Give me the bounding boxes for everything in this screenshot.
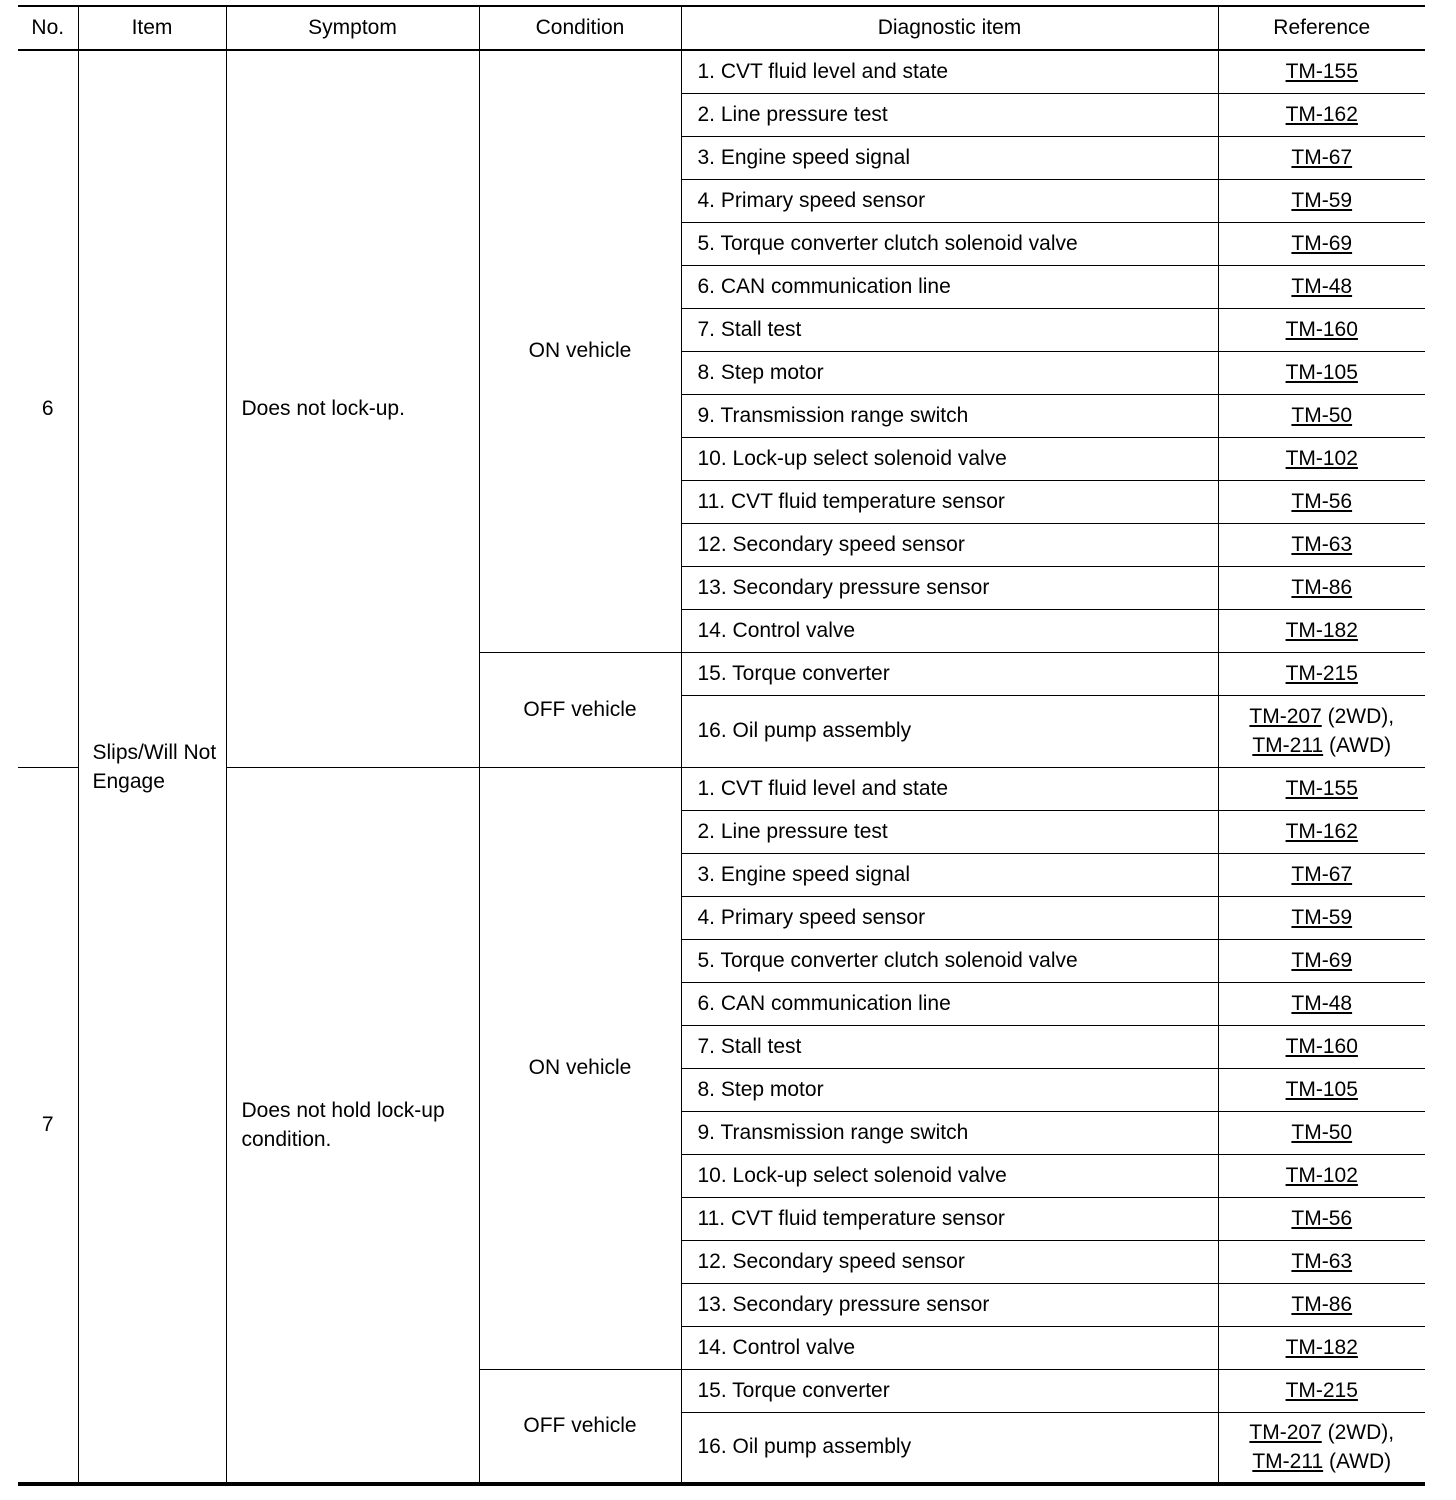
reference-link[interactable]: TM-102 (1285, 1164, 1358, 1187)
diagnostic-item: 1. CVT fluid level and state (681, 50, 1218, 93)
item-cell (78, 50, 226, 1484)
reference-link[interactable]: TM-67 (1291, 146, 1353, 169)
diagnostic-item: 13. Secondary pressure sensor (681, 1283, 1218, 1326)
diagnostic-item: 3. Engine speed signal (681, 136, 1218, 179)
diagnostic-item: 1. CVT fluid level and state (681, 767, 1218, 810)
reference-link[interactable]: TM-207 (1249, 1421, 1322, 1445)
reference-link[interactable]: TM-86 (1291, 1293, 1353, 1316)
diagnostic-item: 15. Torque converter (681, 1369, 1218, 1412)
reference-cell (1218, 1240, 1425, 1283)
reference-cell (1218, 939, 1425, 982)
reference-cell (1218, 265, 1425, 308)
reference-suffix: (2WD), (1321, 705, 1395, 728)
diagnostic-item: 15. Torque converter (681, 652, 1218, 695)
diagnostic-item: 2. Line pressure test (681, 93, 1218, 136)
reference-cell (1218, 1412, 1425, 1484)
reference-link[interactable]: TM-207 (1249, 705, 1322, 728)
header-no: No. (18, 6, 78, 50)
header-condition: Condition (479, 6, 681, 50)
condition-off-vehicle: OFF vehicle (479, 1369, 681, 1484)
reference-cell (1218, 351, 1425, 394)
reference-cell (1218, 93, 1425, 136)
reference-link[interactable]: TM-162 (1285, 820, 1358, 843)
header-row (18, 6, 1425, 50)
reference-link[interactable]: TM-86 (1291, 576, 1353, 599)
reference-link[interactable]: TM-160 (1285, 1035, 1358, 1058)
reference-cell (1218, 767, 1425, 810)
diagnostic-item: 9. Transmission range switch (681, 394, 1218, 437)
reference-cell (1218, 1326, 1425, 1369)
header-symptom: Symptom (226, 6, 479, 50)
reference-link[interactable]: TM-160 (1285, 318, 1358, 341)
reference-link[interactable]: TM-211 (1252, 734, 1324, 757)
reference-cell (1218, 853, 1425, 896)
diagnostic-item: 8. Step motor (681, 351, 1218, 394)
symptom-cell (226, 50, 479, 767)
row-number: 7 (18, 767, 78, 1484)
reference-link[interactable]: TM-215 (1285, 1379, 1358, 1402)
diagnostic-item: 3. Engine speed signal (681, 853, 1218, 896)
reference-link[interactable]: TM-63 (1291, 533, 1353, 556)
reference-cell (1218, 50, 1425, 93)
diagnostic-item: 10. Lock-up select solenoid valve (681, 437, 1218, 480)
reference-cell (1218, 1197, 1425, 1240)
diagnostic-item: 5. Torque converter clutch solenoid valve (681, 222, 1218, 265)
reference-link[interactable]: TM-67 (1291, 863, 1353, 886)
reference-cell (1218, 394, 1425, 437)
diagnostic-item: 13. Secondary pressure sensor (681, 566, 1218, 609)
diagnostic-item: 10. Lock-up select solenoid valve (681, 1154, 1218, 1197)
reference-link[interactable]: TM-215 (1285, 662, 1358, 685)
reference-cell (1218, 1283, 1425, 1326)
reference-link[interactable]: TM-56 (1291, 490, 1353, 513)
diagnostic-item: 14. Control valve (681, 1326, 1218, 1369)
symptom-cell (226, 767, 479, 1484)
reference-link[interactable]: TM-182 (1285, 1336, 1358, 1359)
reference-link[interactable]: TM-59 (1291, 906, 1353, 929)
header-diagnostic-item: Diagnostic item (681, 6, 1218, 50)
reference-cell (1218, 523, 1425, 566)
reference-cell (1218, 308, 1425, 351)
reference-cell (1218, 1369, 1425, 1412)
reference-cell (1218, 566, 1425, 609)
reference-link[interactable]: TM-211 (1252, 1450, 1324, 1474)
reference-cell (1218, 982, 1425, 1025)
reference-link[interactable]: TM-59 (1291, 189, 1353, 212)
reference-cell (1218, 222, 1425, 265)
diagnostic-item: 7. Stall test (681, 1025, 1218, 1068)
symptom-text: Does not lock-up. (241, 397, 405, 421)
reference-suffix: (2WD), (1321, 1421, 1395, 1445)
reference-link[interactable]: TM-48 (1291, 992, 1353, 1015)
diagnostic-item: 8. Step motor (681, 1068, 1218, 1111)
diagnostic-item: 16. Oil pump assembly (681, 1412, 1218, 1484)
diagnostic-item: 16. Oil pump assembly (681, 695, 1218, 767)
diagnosis-table (18, 5, 1425, 1486)
diagnostic-item: 2. Line pressure test (681, 810, 1218, 853)
reference-link[interactable]: TM-162 (1285, 103, 1358, 126)
condition-on-vehicle: ON vehicle (479, 767, 681, 1369)
reference-cell (1218, 810, 1425, 853)
diagnostic-item: 7. Stall test (681, 308, 1218, 351)
header-item: Item (78, 6, 226, 50)
reference-link[interactable]: TM-69 (1291, 232, 1353, 255)
reference-link[interactable]: TM-50 (1291, 1121, 1353, 1144)
table-row (18, 50, 1425, 93)
diagnostic-item: 5. Torque converter clutch solenoid valve (681, 939, 1218, 982)
reference-link[interactable]: TM-56 (1291, 1207, 1353, 1230)
diagnostic-item: 14. Control valve (681, 609, 1218, 652)
symptom-text: Does not hold lock-up condition. (241, 1098, 445, 1151)
reference-suffix: (AWD) (1323, 734, 1392, 757)
diagnostic-item: 6. CAN communication line (681, 265, 1218, 308)
diagnostic-item: 4. Primary speed sensor (681, 179, 1218, 222)
table-row (18, 767, 1425, 810)
header-reference: Reference (1218, 6, 1425, 50)
reference-link[interactable]: TM-155 (1285, 60, 1358, 84)
reference-cell (1218, 437, 1425, 480)
condition-off-vehicle: OFF vehicle (479, 652, 681, 767)
reference-link[interactable]: TM-105 (1285, 1078, 1358, 1101)
reference-cell (1218, 136, 1425, 179)
reference-cell (1218, 1111, 1425, 1154)
reference-link[interactable]: TM-69 (1291, 949, 1353, 972)
reference-link[interactable]: TM-105 (1285, 361, 1358, 384)
reference-link[interactable]: TM-50 (1291, 404, 1353, 427)
diagnostic-item: 11. CVT fluid temperature sensor (681, 1197, 1218, 1240)
reference-cell (1218, 609, 1425, 652)
diagnostic-item: 9. Transmission range switch (681, 1111, 1218, 1154)
reference-cell (1218, 695, 1425, 767)
reference-link[interactable]: TM-102 (1285, 447, 1358, 470)
reference-cell (1218, 1025, 1425, 1068)
diagnostic-item: 4. Primary speed sensor (681, 896, 1218, 939)
diagnostic-item: 12. Secondary speed sensor (681, 523, 1218, 566)
condition-on-vehicle: ON vehicle (479, 50, 681, 652)
reference-link[interactable]: TM-182 (1285, 619, 1358, 642)
reference-suffix: (AWD) (1323, 1450, 1392, 1474)
row-number: 6 (18, 50, 78, 767)
reference-cell (1218, 179, 1425, 222)
table-body (18, 50, 1425, 1484)
reference-link[interactable]: TM-155 (1285, 777, 1358, 800)
reference-cell (1218, 1154, 1425, 1197)
reference-cell (1218, 652, 1425, 695)
reference-link[interactable]: TM-48 (1291, 275, 1353, 298)
reference-link[interactable]: TM-63 (1291, 1250, 1353, 1273)
reference-cell (1218, 896, 1425, 939)
reference-cell (1218, 1068, 1425, 1111)
diagnostic-item: 11. CVT fluid temperature sensor (681, 480, 1218, 523)
diagnostic-item: 6. CAN communication line (681, 982, 1218, 1025)
diagnostic-item: 12. Secondary speed sensor (681, 1240, 1218, 1283)
reference-cell (1218, 480, 1425, 523)
item-label: Slips/Will Not Engage (92, 740, 217, 793)
